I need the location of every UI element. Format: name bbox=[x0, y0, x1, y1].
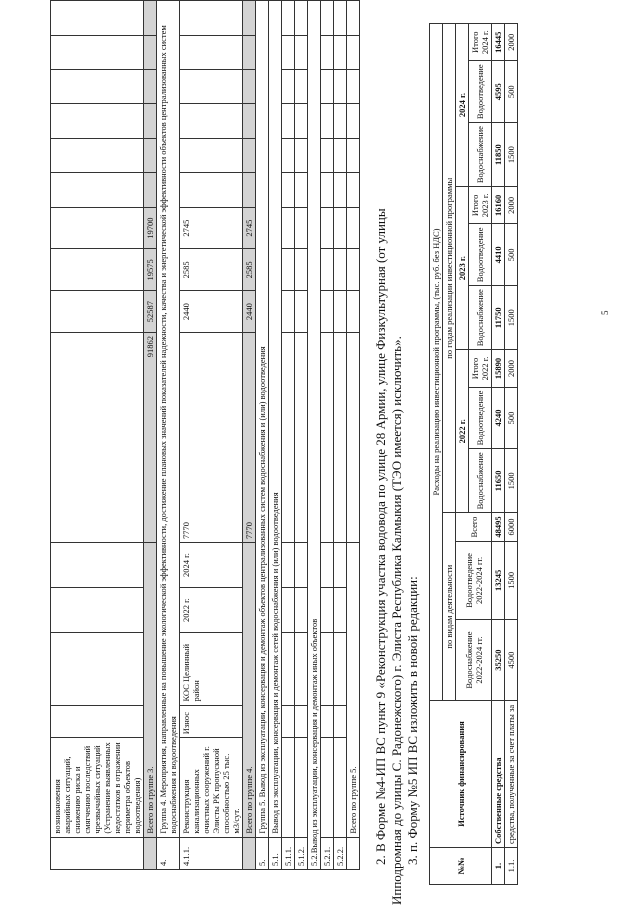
row-number: 5.2.1. bbox=[321, 837, 334, 869]
total-value: 7770 bbox=[243, 332, 256, 542]
value-cell: 15890 bbox=[492, 350, 505, 387]
row-number: 5.1.1. bbox=[282, 837, 295, 869]
column-header-total-2023: Итого 2023 г. bbox=[469, 187, 492, 224]
total-value: 91862 bbox=[144, 332, 157, 542]
measure-cost: 7770 bbox=[180, 332, 243, 542]
value-cell: 6000 bbox=[505, 513, 518, 541]
end-year: 2024 г. bbox=[180, 543, 243, 588]
value-cell: 500 bbox=[505, 387, 518, 449]
value-cell: 13245 bbox=[492, 541, 505, 619]
column-header-number: №№ bbox=[430, 848, 492, 885]
subgroup-heading: Вывод из эксплуатации, консервация и демонтаж сетей водоснабжения и (или) водоотведения bbox=[269, 1, 282, 838]
amendment-2-line-1: 2. В Форме №4-ИП ВС пункт 9 «Реконструкция участка водовода по улице 28 Армии, улице Физкультурная (от улицы bbox=[373, 208, 388, 865]
value-cell: 500 bbox=[505, 61, 518, 123]
page-number: 5 bbox=[600, 310, 610, 315]
row-number: 1.1. bbox=[505, 848, 518, 885]
row-number: 5.2. bbox=[309, 853, 319, 866]
source-name: Собственные средства bbox=[492, 701, 505, 848]
value-cell: 2000 bbox=[505, 350, 518, 387]
column-header-water-supply: Водоснабжение bbox=[469, 286, 492, 350]
value-cell: 16160 bbox=[492, 187, 505, 224]
value-cell: 11850 bbox=[492, 123, 505, 187]
column-header-water-disposal: Водоотведение bbox=[469, 61, 492, 123]
value-cell: 4500 bbox=[505, 620, 518, 701]
table-row bbox=[256, 1, 269, 870]
column-header-total: Всего bbox=[456, 513, 492, 541]
total-value: 19700 bbox=[144, 207, 157, 249]
row-number: 1. bbox=[492, 848, 505, 885]
column-header-total-2022: Итого 2022 г. bbox=[469, 350, 492, 387]
table-row bbox=[282, 1, 295, 870]
table-row bbox=[269, 1, 282, 870]
total-value: 2440 bbox=[243, 291, 256, 333]
row-number: 5.2.2. bbox=[334, 837, 347, 869]
measure-name: Реконструкция канализационных очистных сооружений г. Элисты РК пропускной способностью 25 тыс. м3/сут. bbox=[180, 738, 243, 837]
financing-sources-table bbox=[429, 23, 518, 885]
total-value: 52587 bbox=[144, 291, 157, 333]
subgroup-heading: Вывод из эксплуатации, консервация и демонтаж иных объектов bbox=[309, 618, 319, 854]
investment-measures-table bbox=[50, 0, 360, 870]
value-cell: 4595 bbox=[492, 61, 505, 123]
value-cell: 1500 bbox=[505, 286, 518, 350]
total-value: 2745 bbox=[243, 207, 256, 249]
amendment-3-line-1: 3. п. Форму №5 ИП ВС изложить в новой редакции: bbox=[405, 576, 420, 865]
table-row bbox=[321, 1, 334, 870]
row-number: 5. bbox=[256, 837, 269, 869]
column-header-water-disposal: Водоотведение bbox=[469, 224, 492, 286]
group-total-label: Всего по группе 3. bbox=[144, 543, 157, 838]
source-name: средства, полученные за счет платы за bbox=[505, 701, 518, 848]
total-value: 2585 bbox=[243, 249, 256, 291]
column-header-water-supply: Водоснабжение bbox=[469, 449, 492, 513]
value-cell: 1500 bbox=[505, 541, 518, 619]
table-row bbox=[51, 1, 144, 870]
table-row bbox=[308, 1, 321, 870]
year-cost: 2440 bbox=[180, 291, 243, 333]
value-cell: 4410 bbox=[492, 224, 505, 286]
total-value: 19575 bbox=[144, 249, 157, 291]
column-header-source: Источник финансирования bbox=[430, 701, 492, 848]
value-cell: 11750 bbox=[492, 286, 505, 350]
column-header-water-supply: Водоснабжение bbox=[469, 123, 492, 187]
value-cell: 35250 bbox=[492, 620, 505, 701]
table-row bbox=[243, 1, 256, 870]
table-row bbox=[180, 1, 243, 870]
group-heading: Группа 4. Мероприятия, направленные на повышение экологической эффективности, достижение плановых значений показателей надежности, качества и энергетической эффективности объектов централизованных систем водоснабжения и водоотведения bbox=[157, 1, 180, 838]
row-number: 5.1. bbox=[269, 837, 282, 869]
table-row bbox=[347, 1, 360, 870]
year-cost: 2585 bbox=[180, 249, 243, 291]
table-row bbox=[295, 1, 308, 870]
value-cell: 1500 bbox=[505, 123, 518, 187]
value-cell: 500 bbox=[505, 224, 518, 286]
row-text: возникновения аварийных ситуаций, снижению риска и смягчению последствий чрезвычайных ситуаций (Устранение выявленных недостатков в отражении периметра объектов водоотведения) bbox=[51, 738, 144, 837]
table-row bbox=[334, 1, 347, 870]
column-header-water-disposal: Водоотведение 2022-2024 гг. bbox=[456, 541, 492, 619]
value-cell: 1500 bbox=[505, 449, 518, 513]
year-cost: 2745 bbox=[180, 207, 243, 249]
year-header: 2024 г. bbox=[456, 24, 469, 187]
value-cell: 11650 bbox=[492, 449, 505, 513]
value-cell: 2000 bbox=[505, 24, 518, 61]
table-row bbox=[505, 24, 518, 885]
column-header-water-disposal: Водоотведение bbox=[469, 387, 492, 449]
value-cell: 16445 bbox=[492, 24, 505, 61]
year-header: 2023 г. bbox=[456, 187, 469, 350]
row-number: 4. bbox=[157, 837, 180, 869]
column-header-expenses: Расходы на реализацию инвестиционной программы, (тыс. руб. без НДС) bbox=[430, 24, 443, 701]
column-header-water-supply: Водоснабжение 2022-2024 гг. bbox=[456, 620, 492, 701]
group-total-label: Всего по группе 5. bbox=[347, 543, 360, 838]
value-cell: 4240 bbox=[492, 387, 505, 449]
year-header: 2022 г. bbox=[456, 350, 469, 513]
column-header-total-2024: Итого 2024 г. bbox=[469, 24, 492, 61]
group-heading: Группа 5. Вывод из эксплуатации, консервация и демонтаж объектов централизованных систем водоснабжения и (или) водоотведения bbox=[256, 1, 269, 838]
table-row bbox=[144, 1, 157, 870]
measure-location: КОС Целинный район bbox=[180, 633, 243, 705]
row-number: 5.1.2. bbox=[295, 837, 308, 869]
measure-reason: Износ bbox=[180, 705, 243, 738]
column-header-by-type: по видам деятельности bbox=[443, 513, 456, 701]
table-row bbox=[430, 24, 443, 885]
value-cell: 2000 bbox=[505, 187, 518, 224]
column-header-by-year: по годам реализации инвестиционной программы bbox=[443, 24, 456, 513]
amendment-2-line-2: Ипподромная до улицы С. Радонежского) г. Элиста Республика Калмыкия (ТЭО имеется) исключить». bbox=[389, 336, 404, 905]
group-total-label: Всего по группе 4. bbox=[243, 543, 256, 838]
table-row bbox=[157, 1, 180, 870]
table-row bbox=[492, 24, 505, 885]
start-year: 2022 г. bbox=[180, 588, 243, 633]
value-cell: 48495 bbox=[492, 513, 505, 541]
row-number: 4.1.1. bbox=[180, 837, 243, 869]
